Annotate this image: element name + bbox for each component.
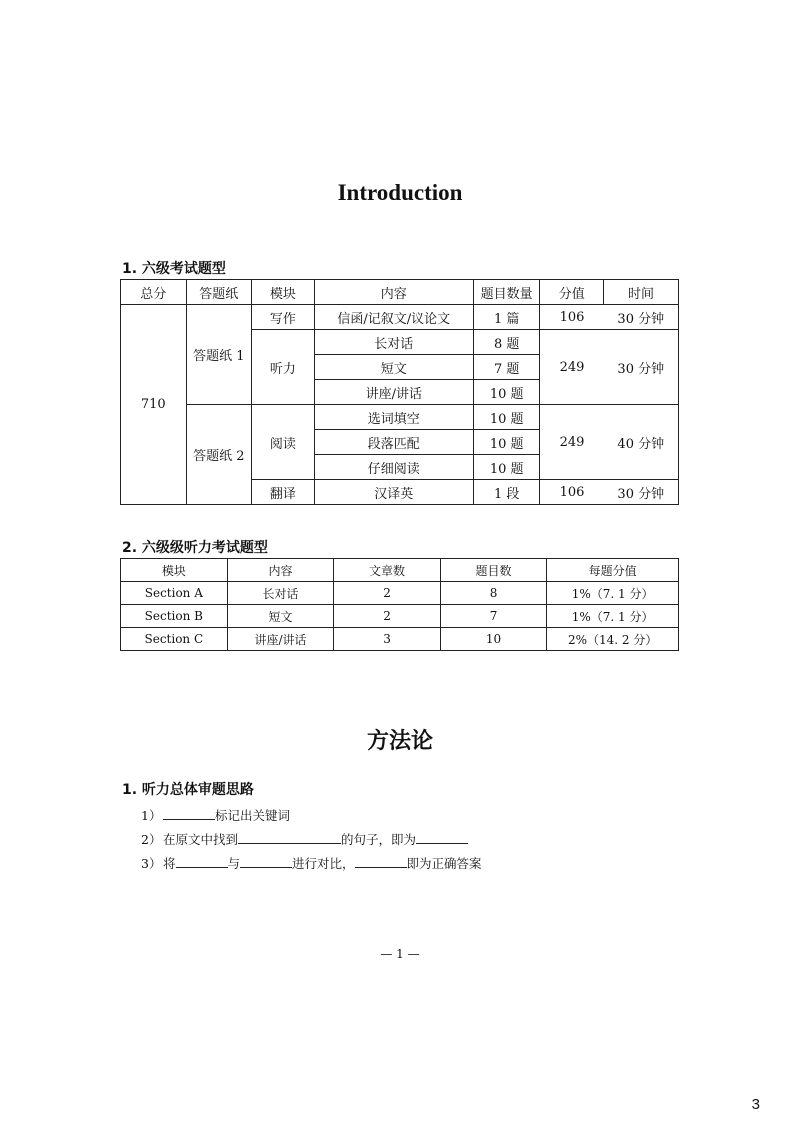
time-cell: 30 分钟 <box>604 480 679 505</box>
article-count-cell: 2 <box>334 605 441 628</box>
question-count-cell: 7 <box>440 605 547 628</box>
item-number: 3） <box>141 856 162 871</box>
article-count-cell: 2 <box>334 582 441 605</box>
header-cell: 分值 <box>540 280 604 305</box>
count-cell: 10 题 <box>473 380 539 405</box>
list-item <box>141 854 482 872</box>
score-cell: 106 <box>540 480 604 505</box>
module-cell: Section A <box>121 582 228 605</box>
header-cell: 每题分值 <box>547 559 679 582</box>
content-cell: 短文 <box>314 355 473 380</box>
fill-blank <box>355 855 407 868</box>
page-number: 3 <box>751 1096 760 1113</box>
item-text: 的句子，即为 <box>341 832 417 847</box>
item-text: 与 <box>227 856 241 871</box>
listening-types-table <box>120 558 679 651</box>
count-cell: 10 题 <box>473 405 539 430</box>
table-row <box>121 582 679 605</box>
header-cell: 内容 <box>227 559 334 582</box>
header-cell: 内容 <box>314 280 473 305</box>
table-row <box>121 605 679 628</box>
content-cell: 选词填空 <box>314 405 473 430</box>
item-text: 在原文中找到 <box>163 832 239 847</box>
count-cell: 1 篇 <box>473 305 539 330</box>
content-cell: 长对话 <box>227 582 334 605</box>
count-cell: 10 题 <box>473 455 539 480</box>
module-cell: 听力 <box>252 330 315 405</box>
fill-blank <box>416 831 468 844</box>
count-cell: 7 题 <box>473 355 539 380</box>
item-number: 1） <box>141 808 162 823</box>
module-cell: Section B <box>121 605 228 628</box>
content-cell: 短文 <box>227 605 334 628</box>
module-cell: 写作 <box>252 305 315 330</box>
methodology-heading: 方法论 <box>366 728 433 754</box>
header-cell: 题目数量 <box>473 280 539 305</box>
article-count-cell: 3 <box>334 628 441 651</box>
fill-blank <box>163 807 215 820</box>
exam-types-table <box>120 279 679 505</box>
methodology-subheading: 1. 听力总体审题思路 <box>122 782 254 798</box>
header-cell: 模块 <box>121 559 228 582</box>
time-cell: 30 分钟 <box>604 305 679 330</box>
total-score-cell: 710 <box>121 305 187 505</box>
module-cell: 阅读 <box>252 405 315 480</box>
header-cell: 答题纸 <box>186 280 252 305</box>
list-item <box>141 830 468 848</box>
answer-sheet-cell: 答题纸 1 <box>186 305 252 405</box>
module-cell: 翻译 <box>252 480 315 505</box>
item-text: 将 <box>163 856 176 871</box>
content-cell: 长对话 <box>314 330 473 355</box>
list-item <box>141 806 290 824</box>
table-row <box>121 628 679 651</box>
page-footer: — 1 — <box>380 947 420 961</box>
answer-sheet-cell: 答题纸 2 <box>186 405 252 505</box>
score-per-question-cell: 1%（7. 1 分） <box>547 605 679 628</box>
content-cell: 仔细阅读 <box>314 455 473 480</box>
page-title: Introduction <box>337 180 463 205</box>
item-text: 标记出关键词 <box>215 808 291 823</box>
header-cell: 时间 <box>604 280 679 305</box>
header-cell: 模块 <box>252 280 315 305</box>
fill-blank <box>238 831 341 844</box>
count-cell: 1 段 <box>473 480 539 505</box>
fill-blank <box>176 855 228 868</box>
score-cell: 249 <box>540 405 604 480</box>
time-cell: 30 分钟 <box>604 330 679 405</box>
content-cell: 讲座/讲话 <box>314 380 473 405</box>
header-cell: 总分 <box>121 280 187 305</box>
content-cell: 汉译英 <box>314 480 473 505</box>
question-count-cell: 10 <box>440 628 547 651</box>
score-per-question-cell: 2%（14. 2 分） <box>547 628 679 651</box>
table-header-row <box>121 280 679 305</box>
count-cell: 10 题 <box>473 430 539 455</box>
section-heading-listening-types: 2. 六级级听力考试题型 <box>122 540 268 556</box>
time-cell: 40 分钟 <box>604 405 679 480</box>
header-cell: 文章数 <box>334 559 441 582</box>
score-cell: 106 <box>540 305 604 330</box>
question-count-cell: 8 <box>440 582 547 605</box>
item-text: 进行对比， <box>292 856 355 871</box>
score-cell: 249 <box>540 330 604 405</box>
table-header-row <box>121 559 679 582</box>
table-row <box>121 405 679 430</box>
score-per-question-cell: 1%（7. 1 分） <box>547 582 679 605</box>
item-number: 2） <box>141 832 162 847</box>
content-cell: 段落匹配 <box>314 430 473 455</box>
count-cell: 8 题 <box>473 330 539 355</box>
section-heading-exam-types: 1. 六级考试题型 <box>122 261 226 277</box>
table-row <box>121 305 679 330</box>
content-cell: 信函/记叙文/议论文 <box>314 305 473 330</box>
header-cell: 题目数 <box>440 559 547 582</box>
fill-blank <box>240 855 292 868</box>
module-cell: Section C <box>121 628 228 651</box>
item-text: 即为正确答案 <box>406 856 482 871</box>
content-cell: 讲座/讲话 <box>227 628 334 651</box>
